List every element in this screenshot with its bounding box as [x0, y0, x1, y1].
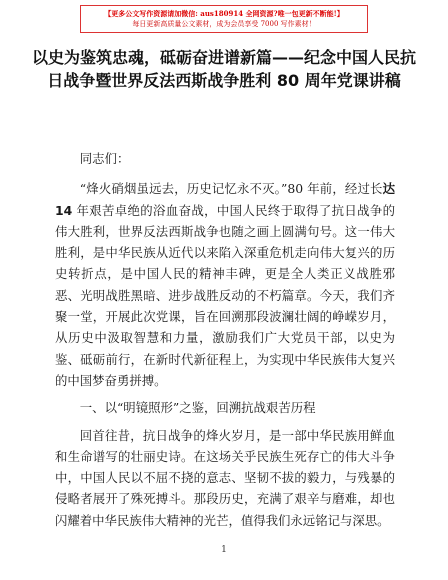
promo-banner-line1: 【更多公文写作资源请加微信: aus180914 全网资源?唯一包更新不断能!】 — [104, 9, 344, 18]
greeting: 同志们： — [79, 151, 130, 166]
paragraph-intro-part1: “烽火硝烟虽远去，历史记忆永不灭。”80 年前，经过长 — [79, 181, 383, 197]
promo-banner — [80, 5, 368, 33]
paragraph-intro — [55, 178, 395, 391]
document-body — [55, 148, 395, 531]
paragraph-intro-part2: 年艰苦卓绝的浴血奋战，中国人民终于取得了抗日战争的伟大胜利，世界反法西斯战争也随之画上圆满句号。这一伟大胜利，是中华民族从近代以来陷入深重危机走向伟大复兴的历史转折点，是中国人民的精神丰碑，更是全人类正义战胜邪恶、光明战胜黑暗、进步战胜反动的不朽篇章。今天，我们齐聚一堂，开展此次党课，旨在回溯那段波澜壮阔的峥嵘岁月，从历史中汲取智慧和力量，激励我们广大党员干部，以史为鉴、砥砺前行，在新时代新征程上，为实现中华民族伟大复兴的中国梦奋勇拼搏。 — [55, 202, 395, 388]
paragraph-intro-bold: 达 14 — [55, 181, 395, 218]
document-title: 以史为鉴筑忠魂，砥砺奋进谱新篇——纪念中国人民抗日战争暨世界反法西斯战争胜利 80 周年党课讲稿 — [31, 48, 416, 90]
section-heading-1: 一、以“明镜照形”之鉴，回溯抗战艰苦历程 — [79, 400, 316, 416]
page-number: 1 — [221, 545, 227, 555]
promo-banner-line2: 每日更新高质量公文素材，成为会员享受 7000 写作素材！ — [132, 20, 316, 28]
paragraph-history: 回首往昔，抗日战争的烽火岁月，是一部中华民族用鲜血和生命谱写的壮丽史诗。在这场关乎民族生死存亡的伟大斗争中，中国人民以不屈不挠的意志、坚韧不拔的毅力，与残暴的侵略者展开了殊死搏斗。那段历史，充满了艰辛与磨难，却也闪耀着中华民族伟大精神的光芒，值得我们永远铭记与深思。 — [55, 427, 395, 528]
